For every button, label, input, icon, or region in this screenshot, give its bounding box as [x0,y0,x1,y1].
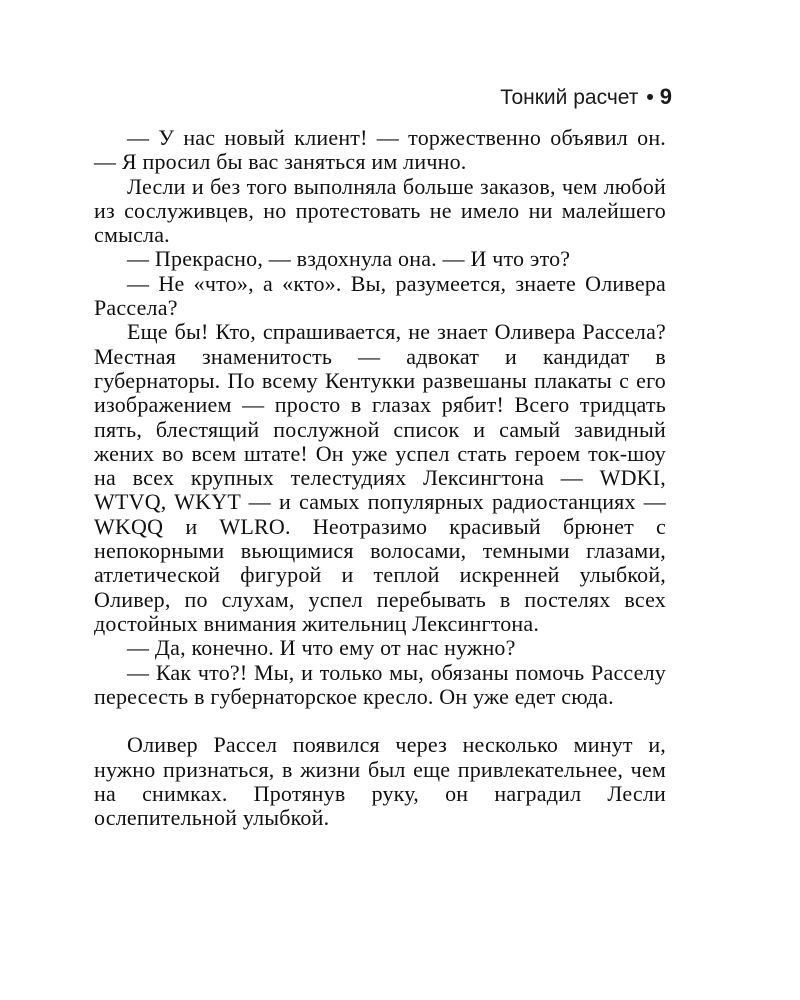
paragraph: — Не «что», а «кто». Вы, разумеется, знаете Оливера Рассела? [94,270,666,321]
paragraph: Оливер Рассел появился через несколько минут и, нужно признаться, в жизни был еще привлекательнее, чем на снимках. Протянув руку, он наградил Лесли ослепительной улыбкой. [94,732,666,831]
paragraph: — У нас новый клиент! — торжественно объявил он. — Я просил бы вас заняться им лично. [94,125,666,175]
paragraph: Лесли и без того выполняла больше заказов, чем любой из сослуживцев, но протестовать не имело ни малейшего смысла. [94,173,666,248]
paragraph: — Прекрасно, — вздохнула она. — И что это? [127,246,571,272]
paragraph: — Как что?! Мы, и только мы, обязаны помочь Расселу пересесть в губернаторское кресло. Он уже едет сюда. [94,659,666,709]
paragraph: Еще бы! Кто, спрашивается, не знает Оливера Рассела? Местная знаменитость — адвокат и кандидат в губернаторы. По всему Кентукки развешаны плакаты с его изображением — просто в глазах рябит! Всего тридцать пять, блестящий послужной список и самый завидный жених во всем штате! Он уже успел стать героем ток-шоу на всех крупных телестудиях Лексингтона — WDKI, WTVQ, WKYT — и самых популярных радиостанциях — WKQQ и WLRO. Неотразимо красивый брюнет с непокорными вьющимися волосами, темными глазами, атлетической фигурой и теплой искренней улыбкой, Оливер, по слухам, успел перебывать в постелях всех достойных внимания жительниц Лексингтона. [94,319,666,636]
running-header [500,84,672,110]
paragraph: — Да, конечно. И что ему от нас нужно? [127,635,516,661]
header-bullet: • [646,86,654,109]
page-number: 9 [659,84,672,109]
running-title: Тонкий расчет [500,86,639,109]
body-text [94,126,666,831]
